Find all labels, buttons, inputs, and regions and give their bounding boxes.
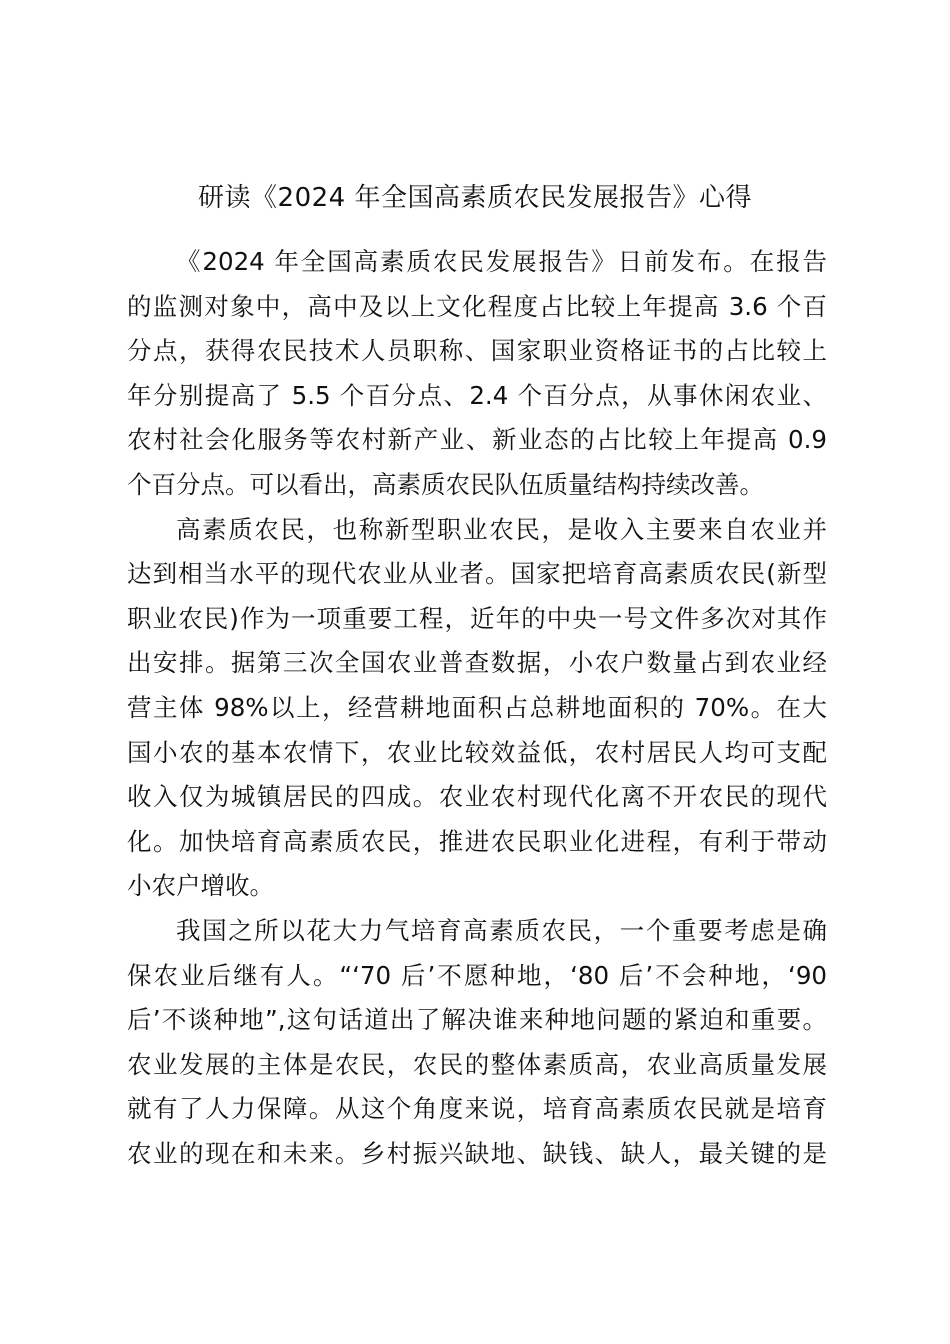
text-line: 收入仅为城镇居民的四成。农业农村现代化离不开农民的现代 xyxy=(127,782,827,812)
text-line: 分点，获得农民技术人员职称、国家职业资格证书的占比较上 xyxy=(127,336,827,366)
text-line: 达到相当水平的现代农业从业者。国家把培育高素质农民(新型 xyxy=(127,559,827,589)
text-line: 就有了人力保障。从这个角度来说，培育高素质农民就是培育 xyxy=(127,1094,827,1124)
text-line: 国小农的基本农情下，农业比较效益低，农村居民人均可支配 xyxy=(127,737,827,767)
text-line: 年分别提高了 5.5 个百分点、2.4 个百分点，从事休闲农业、 xyxy=(127,380,827,410)
document-title: 研读《2024 年全国高素质农民发展报告》心得 xyxy=(198,183,752,213)
text-line: 营主体 98%以上，经营耕地面积占总耕地面积的 70%。在大 xyxy=(127,692,827,722)
text-line: 农业的现在和未来。乡村振兴缺地、缺钱、缺人，最关键的是 xyxy=(127,1138,827,1168)
text-line: 农业发展的主体是农民，农民的整体素质高，农业高质量发展 xyxy=(127,1049,827,1079)
text-line: 职业农民)作为一项重要工程，近年的中央一号文件多次对其作 xyxy=(127,603,827,633)
text-line: 《2024 年全国高素质农民发展报告》日前发布。在报告 xyxy=(176,247,827,276)
paragraph-1 xyxy=(127,240,827,508)
text-line: 后’不谈种地”,这句话道出了解决谁来种地问题的紧迫和重要。 xyxy=(127,1005,827,1035)
document-body xyxy=(127,240,827,1176)
paragraph-2 xyxy=(127,508,827,909)
text-line: 我国之所以花大力气培育高素质农民，一个重要考虑是确 xyxy=(176,915,827,945)
text-line: 化。加快培育高素质农民，推进农民职业化进程，有利于带动 xyxy=(127,826,827,856)
text-line: 保农业后继有人。“‘70 后’不愿种地，‘80 后’不会种地，‘90 xyxy=(127,960,827,990)
text-line: 高素质农民，也称新型职业农民，是收入主要来自农业并 xyxy=(176,514,827,544)
text-line: 小农户增收。 xyxy=(127,871,274,901)
text-line: 出安排。据第三次全国农业普查数据，小农户数量占到农业经 xyxy=(127,648,827,678)
text-line: 个百分点。可以看出，高素质农民队伍质量结构持续改善。 xyxy=(127,469,764,499)
text-line: 的监测对象中，高中及以上文化程度占比较上年提高 3.6 个百 xyxy=(127,291,827,321)
paragraph-3 xyxy=(127,909,827,1177)
text-line: 农村社会化服务等农村新产业、新业态的占比较上年提高 0.9 xyxy=(127,425,827,455)
